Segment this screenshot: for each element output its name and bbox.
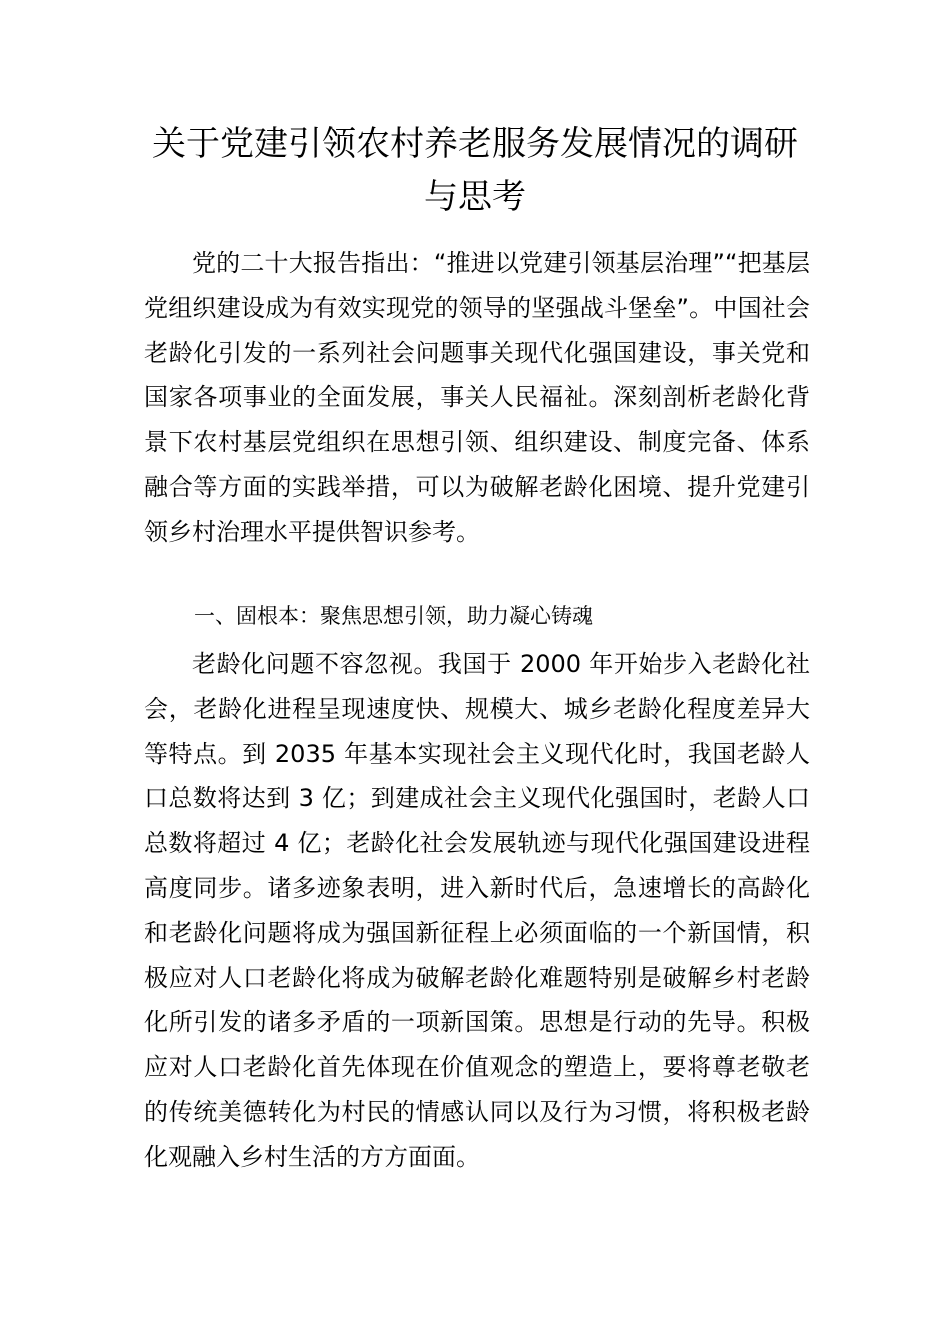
document-title: 关于党建引领农村养老服务发展情况的调研与思考: [152, 124, 798, 217]
section-heading: 一、固根本：聚焦思想引领，助力凝心铸魂: [194, 604, 593, 628]
section-paragraph: 老龄化问题不容忽视。我国于 2000 年开始步入老龄化社会，老龄化进程呈现速度快、规模大、城乡老龄化程度差异大等特点。到 2035 年基本实现社会主义现代化时，我国老龄人口总数将达到 3 亿；到建成社会主义现代化强国时，老龄人口总数将超过 4 亿；老龄化社会发展轨迹与现代化强国建设进程高度同步。诸多迹象表明，进入新时代后，急速增长的高龄化和老龄化问题将成为强国新征程上必须面临的一个新国情，积极应对人口老龄化将成为破解老龄化难题特别是破解乡村老龄化所引发的诸多矛盾的一项新国策。思想是行动的先导。积极应对人口老龄化首先体现在价值观念的塑造上，要将尊老敬老的传统美德转化为村民的情感认同以及行为习惯，将积极老龄化观融入乡村生活的方方面面。: [144, 650, 810, 1171]
intro-paragraph: 党的二十大报告指出：“推进以党建引领基层治理”“把基层党组织建设成为有效实现党的领导的坚强战斗堡垒”。中国社会老龄化引发的一系列社会问题事关现代化强国建设，事关党和国家各项事业的全面发展，事关人民福祉。深刻剖析老龄化背景下农村基层党组织在思想引领、组织建设、制度完备、体系融合等方面的实践举措，可以为破解老龄化困境、提升党建引领乡村治理水平提供智识参考。: [144, 249, 810, 546]
